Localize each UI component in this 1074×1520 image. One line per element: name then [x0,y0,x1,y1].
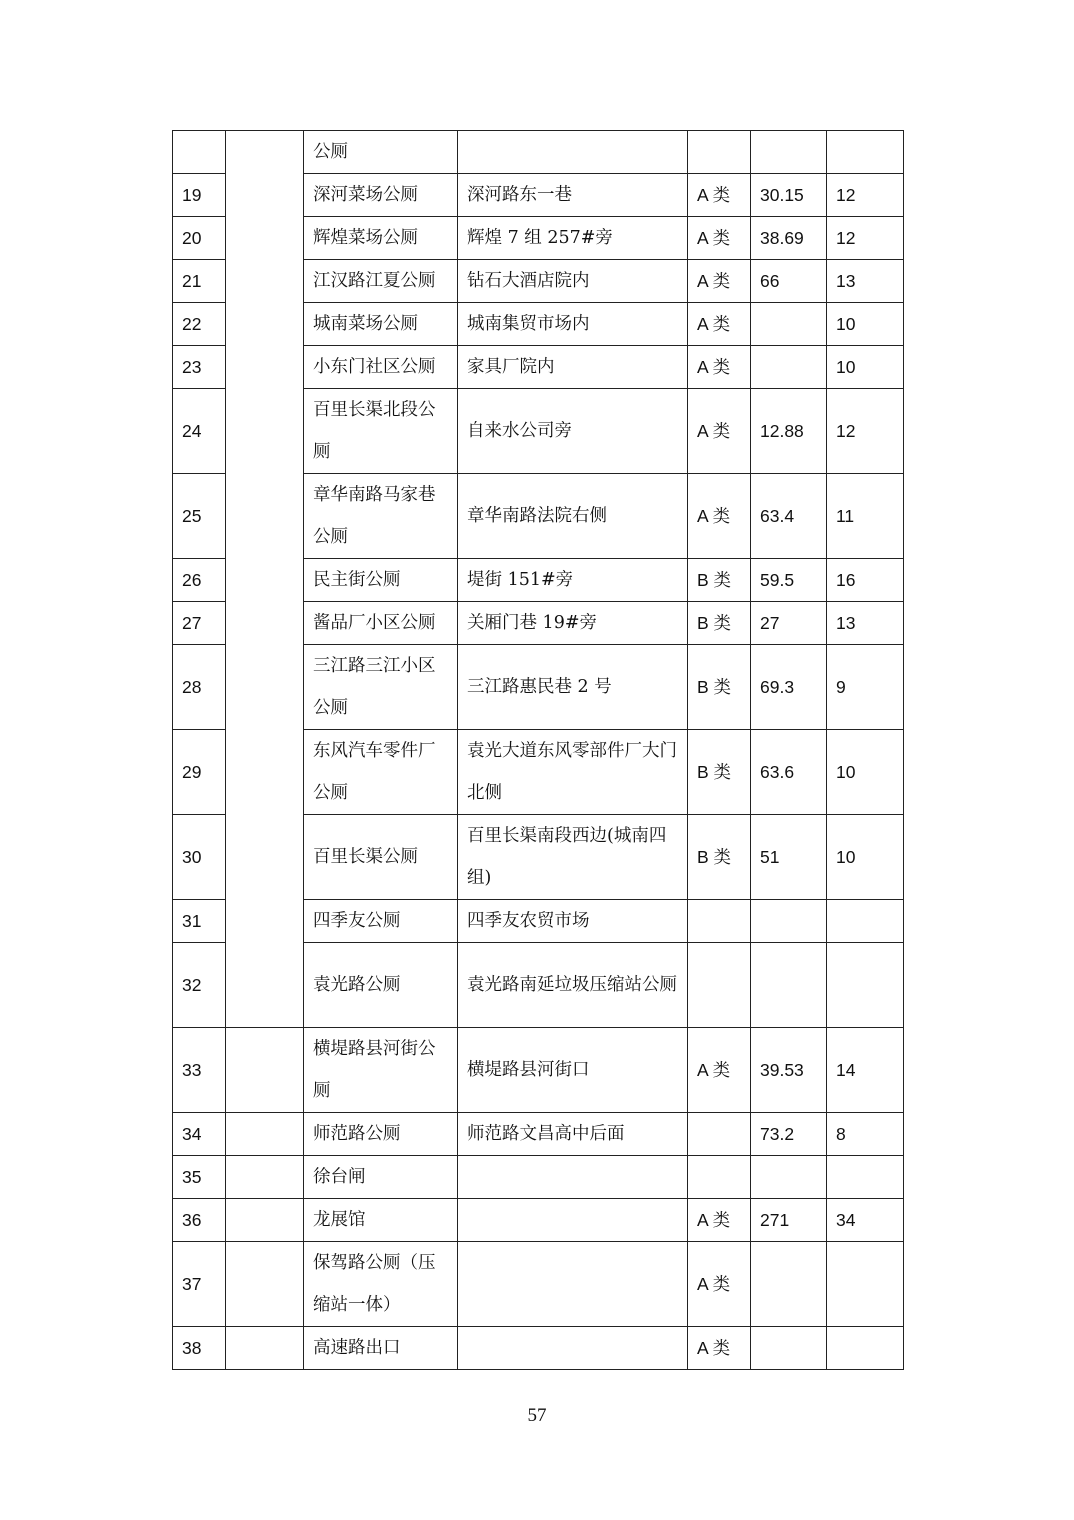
area-cell: 63.4 [751,474,827,559]
address-cell: 辉煌 7 组 257#旁 [458,217,688,260]
table-body [173,131,904,1370]
class-cell: A 类 [688,1242,751,1327]
count-cell: 13 [827,602,904,645]
address-cell: 横堤路县河街口 [458,1028,688,1113]
facility-name-cell: 高速路出口 [304,1327,458,1370]
table-row [173,1156,904,1199]
count-cell [827,943,904,1028]
address-cell: 师范路文昌高中后面 [458,1113,688,1156]
group-cell [226,1113,304,1156]
address-cell: 四季友农贸市场 [458,900,688,943]
count-cell: 12 [827,174,904,217]
class-cell: B 类 [688,645,751,730]
facility-name-cell: 百里长渠北段公厕 [304,389,458,474]
table-row [173,131,904,174]
facility-name-cell: 保驾路公厕（压缩站一体） [304,1242,458,1327]
row-number-cell: 37 [173,1242,226,1327]
area-cell: 63.6 [751,730,827,815]
row-number-cell: 35 [173,1156,226,1199]
table-row [173,1028,904,1113]
group-cell [226,1327,304,1370]
table-row [173,1199,904,1242]
row-number-cell: 26 [173,559,226,602]
class-cell: A 类 [688,1028,751,1113]
area-cell [751,943,827,1028]
facility-name-cell: 江汉路江夏公厕 [304,260,458,303]
count-cell: 34 [827,1199,904,1242]
area-cell [751,303,827,346]
address-cell [458,1156,688,1199]
class-cell: A 类 [688,1327,751,1370]
address-cell [458,1327,688,1370]
row-number-cell: 23 [173,346,226,389]
area-cell: 39.53 [751,1028,827,1113]
count-cell: 10 [827,303,904,346]
count-cell: 13 [827,260,904,303]
count-cell: 16 [827,559,904,602]
row-number-cell [173,131,226,174]
area-cell: 51 [751,815,827,900]
class-cell: A 类 [688,260,751,303]
count-cell [827,1242,904,1327]
address-cell: 百里长渠南段西边(城南四组) [458,815,688,900]
address-cell: 袁光大道东风零部件厂大门北侧 [458,730,688,815]
row-number-cell: 31 [173,900,226,943]
class-cell [688,943,751,1028]
facility-name-cell: 四季友公厕 [304,900,458,943]
facility-name-cell: 酱品厂小区公厕 [304,602,458,645]
class-cell: A 类 [688,474,751,559]
class-cell: B 类 [688,602,751,645]
count-cell: 12 [827,389,904,474]
row-number-cell: 22 [173,303,226,346]
area-cell: 27 [751,602,827,645]
table-row [173,1113,904,1156]
count-cell: 10 [827,730,904,815]
facility-name-cell: 公厕 [304,131,458,174]
area-cell [751,900,827,943]
facility-name-cell: 民主街公厕 [304,559,458,602]
row-number-cell: 34 [173,1113,226,1156]
class-cell: B 类 [688,815,751,900]
class-cell [688,900,751,943]
row-number-cell: 36 [173,1199,226,1242]
row-number-cell: 21 [173,260,226,303]
group-cell [226,131,304,1028]
row-number-cell: 27 [173,602,226,645]
row-number-cell: 24 [173,389,226,474]
count-cell [827,131,904,174]
count-cell [827,900,904,943]
area-cell [751,1327,827,1370]
class-cell: B 类 [688,730,751,815]
class-cell: A 类 [688,303,751,346]
count-cell: 14 [827,1028,904,1113]
area-cell: 69.3 [751,645,827,730]
class-cell [688,1113,751,1156]
facility-name-cell: 东风汽车零件厂公厕 [304,730,458,815]
row-number-cell: 33 [173,1028,226,1113]
page-number: 57 [527,1405,547,1426]
area-cell: 59.5 [751,559,827,602]
count-cell: 8 [827,1113,904,1156]
facility-name-cell: 三江路三江小区公厕 [304,645,458,730]
facility-name-cell: 章华南路马家巷公厕 [304,474,458,559]
count-cell: 10 [827,346,904,389]
count-cell: 10 [827,815,904,900]
class-cell: A 类 [688,217,751,260]
count-cell: 11 [827,474,904,559]
facility-name-cell: 百里长渠公厕 [304,815,458,900]
group-cell [226,1242,304,1327]
address-cell: 堤街 151#旁 [458,559,688,602]
area-cell [751,1156,827,1199]
area-cell: 271 [751,1199,827,1242]
address-cell: 三江路惠民巷 2 号 [458,645,688,730]
toilet-facility-table [172,130,904,1370]
address-cell: 自来水公司旁 [458,389,688,474]
facility-name-cell: 辉煌菜场公厕 [304,217,458,260]
address-cell [458,1199,688,1242]
class-cell: A 类 [688,346,751,389]
table-row [173,1242,904,1327]
group-cell [226,1156,304,1199]
class-cell: A 类 [688,174,751,217]
class-cell: A 类 [688,1199,751,1242]
class-cell: B 类 [688,559,751,602]
facility-name-cell: 小东门社区公厕 [304,346,458,389]
area-cell: 12.88 [751,389,827,474]
address-cell: 袁光路南延垃圾压缩站公厕 [458,943,688,1028]
group-cell [226,1199,304,1242]
address-cell: 深河路东一巷 [458,174,688,217]
row-number-cell: 38 [173,1327,226,1370]
facility-name-cell: 龙展馆 [304,1199,458,1242]
count-cell [827,1156,904,1199]
area-cell: 66 [751,260,827,303]
group-cell [226,1028,304,1113]
count-cell: 9 [827,645,904,730]
area-cell [751,131,827,174]
address-cell [458,131,688,174]
row-number-cell: 29 [173,730,226,815]
address-cell [458,1242,688,1327]
table-row [173,1327,904,1370]
facility-name-cell: 横堤路县河街公厕 [304,1028,458,1113]
facility-name-cell: 城南菜场公厕 [304,303,458,346]
row-number-cell: 25 [173,474,226,559]
class-cell [688,131,751,174]
area-cell: 38.69 [751,217,827,260]
area-cell [751,346,827,389]
facility-name-cell: 徐台闸 [304,1156,458,1199]
address-cell: 城南集贸市场内 [458,303,688,346]
row-number-cell: 19 [173,174,226,217]
address-cell: 章华南路法院右侧 [458,474,688,559]
row-number-cell: 28 [173,645,226,730]
address-cell: 钻石大酒店院内 [458,260,688,303]
facility-name-cell: 师范路公厕 [304,1113,458,1156]
row-number-cell: 30 [173,815,226,900]
row-number-cell: 32 [173,943,226,1028]
count-cell: 12 [827,217,904,260]
address-cell: 家具厂院内 [458,346,688,389]
row-number-cell: 20 [173,217,226,260]
class-cell: A 类 [688,389,751,474]
facility-name-cell: 深河菜场公厕 [304,174,458,217]
address-cell: 关厢门巷 19#旁 [458,602,688,645]
area-cell: 30.15 [751,174,827,217]
area-cell [751,1242,827,1327]
class-cell [688,1156,751,1199]
facility-name-cell: 袁光路公厕 [304,943,458,1028]
area-cell: 73.2 [751,1113,827,1156]
count-cell [827,1327,904,1370]
